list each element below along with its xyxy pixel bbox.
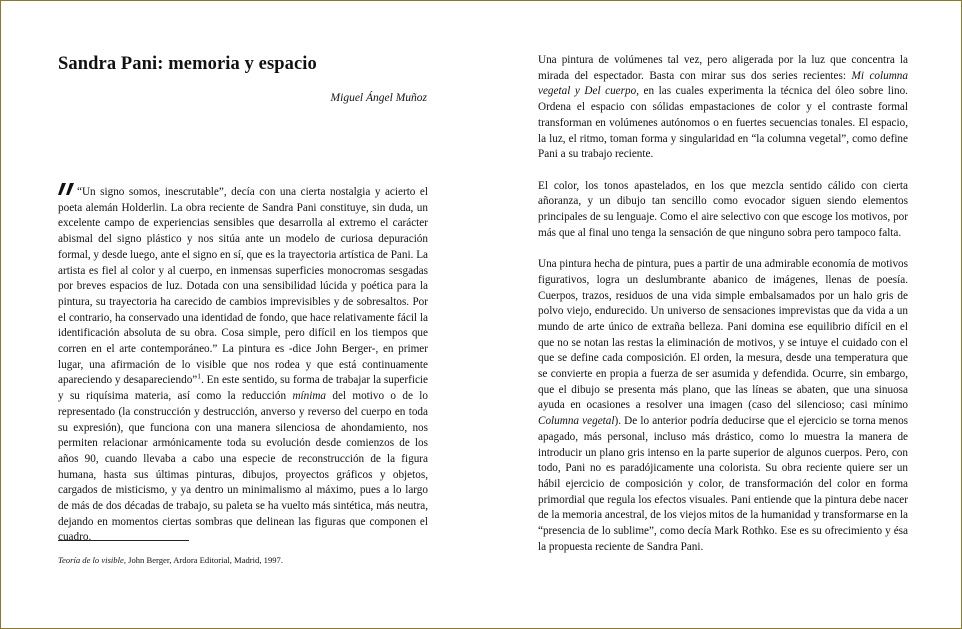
body-paragraph bbox=[538, 257, 908, 555]
italic-text: Teoría de lo visible bbox=[58, 555, 124, 565]
right-column-text bbox=[538, 53, 908, 571]
opening-paragraph-text bbox=[58, 186, 428, 543]
opening-paragraph bbox=[58, 182, 428, 546]
italic-text: Columna vegetal bbox=[538, 415, 615, 428]
footnote-reference: 1 bbox=[197, 371, 202, 381]
text-run: ). De lo anterior podría deducirse que el ejercicio se torna menos apagado, más personal, incluso más drástico, como lo muestra la manera de introducir un plano gris intenso en la parte superior de algunos cuerpos. Pero, con todo, Pani no es paradójicamente una colorista. Su obra reciente quiere ser un hábil ejercicio de composición y color, de transformación del color en forma primordial que regula los efectos visuales. Pani entiende que la pintura debe nacer de la memoria ancestral, de los viejos mitos de la humanidad y transformarse en la “presencia de lo sublime”, como decía Mark Rothko. Ese es su ofrecimiento y ésa la propuesta reciente de Sandra Pani. bbox=[538, 415, 909, 553]
text-run: . En este sentido, su forma de trabajar la superficie y su riquísima materia, así como la reducción bbox=[58, 374, 428, 403]
footnote-rule bbox=[58, 540, 189, 541]
footnote bbox=[58, 555, 283, 565]
italic-text: mínima bbox=[292, 390, 326, 403]
text-run: del motivo o de lo representado (la construcción y destrucción, anverso y reverso del cuerpo en toda su expresión), que funciona con una manera silenciosa de ahondamiento, nos permiten relacionar armónicamente toda su evolución desde comienzos de los años 90, cuando llevaba a cabo una especie de reconstrucción de la figura humana, hasta sus últimas pinturas, dibujos, proyectos gráficos y objetos, cargados de misticismo, y ya dentro un minimalismo al máximo, pues a lo largo de más de dos décadas de trabajo, su paleta se ha vuelto más sintética, más neutra, dejando en momentos ciertas sombras que delinean las figuras que componen el cuadro. bbox=[58, 390, 428, 544]
article-title: Sandra Pani: memoria y espacio bbox=[58, 54, 317, 74]
text-run: El color, los tonos apastelados, en los que mezcla sentido cálido con cierta añoranza, y un dibujo tan sencillo como evocador siguen siendo elementos principales de su lenguaje. Como el aire selectivo con que escoge los motivos, por más que al final uno tenga la sensación de que ninguno sobra pero tampoco falta. bbox=[538, 179, 908, 239]
text-run: Una pintura de volúmenes tal vez, pero aligerada por la luz que concentra la mirada del espectador. Basta con mirar sus dos series recientes: bbox=[538, 54, 908, 82]
text-run: Una pintura hecha de pintura, pues a partir de una admirable economía de motivos figurativos, logra un deslumbrante abanico de imágenes, llenas de poesía. Cuerpos, trazos, residuos de una vida simple embalsamados por un halo gris de polvo viejo, endurecido. Un universo de sensaciones imprevistas que da vida a un mundo de arte único de extraña belleza. Pani domina ese equilibrio difícil en el que no se notan las restas la eliminación de motivos, y se intuye el cuidado con el que se define cada composición. El orden, la mesura, desde una temperatura que se convierte en propia a fuerza de ser asumida y defendida. Ocurre, sin embargo, que el dibujo se presenta más plano, que las líneas se abaten, que una sinuosa ayuda en ocasiones a resolver una imagen (caso del silencioso; casi mínimo bbox=[538, 258, 908, 412]
left-column-text bbox=[58, 182, 428, 546]
opening-quote-icon bbox=[58, 182, 76, 196]
body-paragraph bbox=[538, 179, 908, 242]
text-run: , en las cuales experimenta la técnica del óleo sobre lino. Ordena el espacio con sólidas empastaciones de color y el contraste formal transforman en volúmenes autónomos o en fuertes secuencias tonales. El espacio, la luz, el ritmo, toman forma y singularidad en “la columna vegetal”, como define Pani a su trabajo reciente. bbox=[538, 85, 908, 161]
text-run: “Un signo somos, inescrutable”, decía con una cierta nostalgia y acierto el poeta alemán Holderlin. La obra reciente de Sandra Pani constituye, sin duda, un excelente campo de experiencias sensibles que desarrolla al extremo el carácter abismal del signo plástico y nos sitúa ante un modelo de curiosa depuración formal, y desde luego, ante el signo en sí, que es la trayectoria artística de Pani. La artista es fiel al color y al cuerpo, en inmensas superficies monocromas sesgadas por breves espacios de luz. Dotada con una sensibilidad lúcida y poética para la pintura, su trayectoria ha carecido de cambios imprevisibles y de sobresaltos. Por el contrario, ha conservado una identidad de fondo, que hace relativamente fácil la identificación absoluta de su obra. Cosa simple, pero difícil en los tiempos que corren en el arte contemporáneo.” La pintura es -dice John Berger-, en primer lugar, una afirmación de lo visible que nos rodea y que está continuamente apareciendo y desapareciendo” bbox=[58, 186, 428, 387]
italic-text: Mi columna vegetal y Del cuerpo bbox=[538, 69, 908, 98]
article-author: Miguel Ángel Muñoz bbox=[330, 92, 427, 104]
text-run: , John Berger, Ardora Editorial, Madrid, 1997. bbox=[123, 555, 283, 565]
body-paragraph bbox=[538, 53, 908, 163]
